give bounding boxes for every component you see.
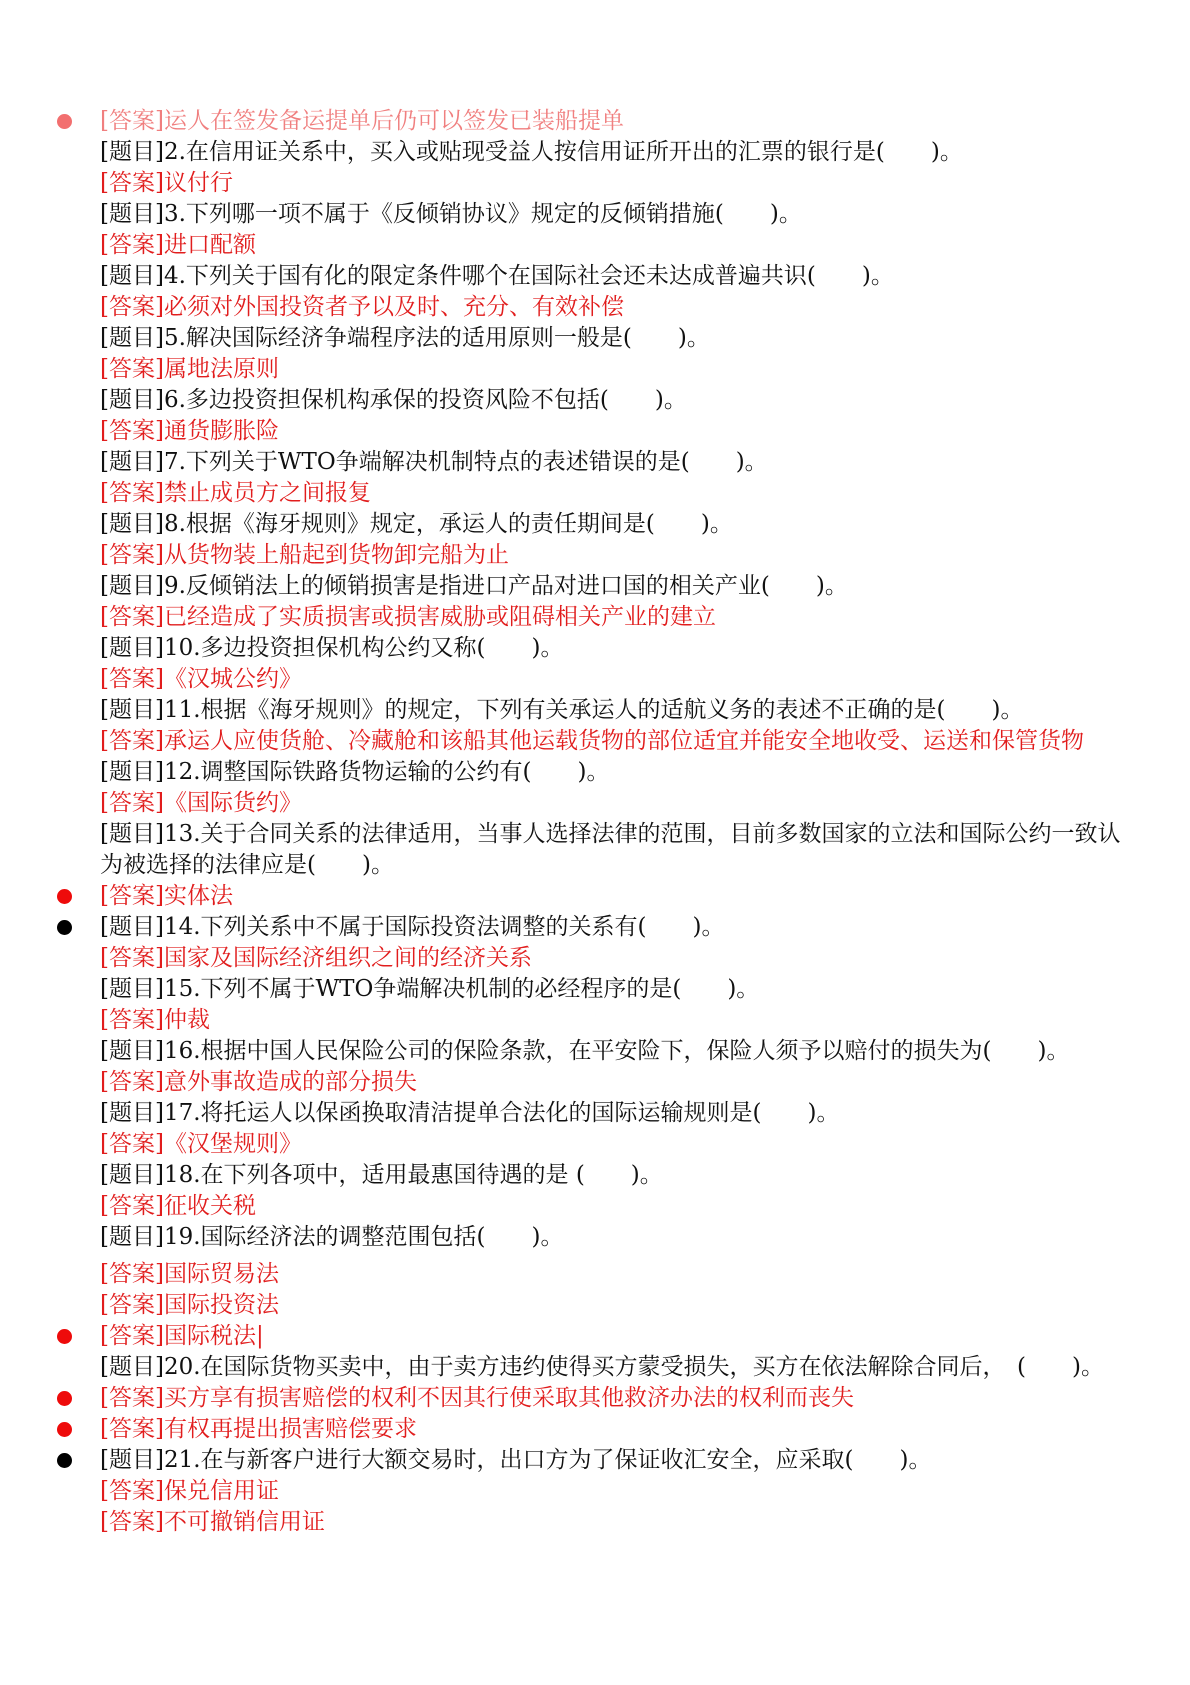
answer-line — [0, 1507, 1190, 1538]
question-line — [0, 137, 1190, 168]
question-text: [题目]8.根据《海牙规则》规定，承运人的责任期间是( )。 — [100, 511, 733, 537]
answer-text: [答案]意外事故造成的部分损失 — [100, 1069, 417, 1095]
question-text: [题目]4.下列关于国有化的限定条件哪个在国际社会还未达成普遍共识( )。 — [100, 263, 894, 289]
question-text: [题目]11.根据《海牙规则》的规定，下列有关承运人的适航义务的表述不正确的是( )。 — [100, 697, 1024, 723]
question-line — [0, 1160, 1190, 1191]
question-line — [0, 695, 1190, 726]
question-line — [0, 385, 1190, 416]
answer-line — [0, 1476, 1190, 1507]
question-text: [题目]19.国际经济法的调整范围包括( )。 — [100, 1224, 564, 1250]
answer-line — [0, 788, 1190, 819]
bullet-icon — [57, 1453, 72, 1468]
answer-text: [答案]国际税法| — [100, 1323, 264, 1349]
answer-text: [答案]不可撤销信用证 — [100, 1509, 325, 1535]
bullet-icon — [57, 114, 72, 129]
question-text: [题目]13.关于合同关系的法律适用，当事人选择法律的范围，目前多数国家的立法和国际公约一致认为被选择的法律应是( )。 — [100, 821, 1121, 878]
answer-line — [0, 1383, 1190, 1414]
bullet-icon — [57, 889, 72, 904]
question-text: [题目]2.在信用证关系中，买入或贴现受益人按信用证所开出的汇票的银行是( )。 — [100, 139, 963, 165]
answer-line — [0, 540, 1190, 571]
question-text: [题目]15.下列不属于WTO争端解决机制的必经程序的是( )。 — [100, 976, 760, 1002]
answer-line — [0, 1321, 1190, 1352]
answer-text: [答案]《汉城公约》 — [100, 666, 302, 692]
answer-line — [0, 292, 1190, 323]
question-line — [0, 912, 1190, 943]
question-text: [题目]17.将托运人以保函换取清洁提单合法化的国际运输规则是( )。 — [100, 1100, 840, 1126]
question-text: [题目]3.下列哪一项不属于《反倾销协议》规定的反倾销措施( )。 — [100, 201, 802, 227]
answer-text: [答案]禁止成员方之间报复 — [100, 480, 371, 506]
answer-line — [0, 1129, 1190, 1160]
answer-line — [0, 478, 1190, 509]
answer-line — [0, 230, 1190, 261]
answer-line — [0, 1290, 1190, 1321]
question-line — [0, 509, 1190, 540]
answer-line — [0, 1259, 1190, 1290]
question-line — [0, 819, 1190, 881]
answer-line — [0, 664, 1190, 695]
question-line — [0, 261, 1190, 292]
question-line — [0, 1445, 1190, 1476]
question-text: [题目]14.下列关系中不属于国际投资法调整的关系有( )。 — [100, 914, 725, 940]
answer-text: [答案]已经造成了实质损害或损害威胁或阻碍相关产业的建立 — [100, 604, 716, 630]
answer-text: [答案]属地法原则 — [100, 356, 279, 382]
answer-line — [0, 354, 1190, 385]
answer-text: [答案]从货物装上船起到货物卸完船为止 — [100, 542, 509, 568]
answer-text: [答案]《汉堡规则》 — [100, 1131, 302, 1157]
question-text: [题目]5.解决国际经济争端程序法的适用原则一般是( )。 — [100, 325, 710, 351]
answer-text: [答案]国家及国际经济组织之间的经济关系 — [100, 945, 532, 971]
question-line — [0, 974, 1190, 1005]
answer-line — [0, 943, 1190, 974]
question-text: [题目]9.反倾销法上的倾销损害是指进口产品对进口国的相关产业( )。 — [100, 573, 848, 599]
question-line — [0, 1098, 1190, 1129]
question-text: [题目]16.根据中国人民保险公司的保险条款，在平安险下，保险人须予以赔付的损失为( )。 — [100, 1038, 1070, 1064]
answer-line — [0, 416, 1190, 447]
answer-line — [0, 881, 1190, 912]
answer-line — [0, 168, 1190, 199]
question-line — [0, 633, 1190, 664]
bullet-icon — [57, 1391, 72, 1406]
answer-text: [答案]仲裁 — [100, 1007, 210, 1033]
question-text: [题目]12.调整国际铁路货物运输的公约有( )。 — [100, 759, 610, 785]
answer-line — [0, 1067, 1190, 1098]
answer-text: [答案]议付行 — [100, 170, 233, 196]
answer-text: [答案]保兑信用证 — [100, 1478, 279, 1504]
answer-text: [答案]运人在签发备运提单后仍可以签发已装船提单 — [100, 108, 624, 134]
bullet-icon — [57, 1422, 72, 1437]
qa-list — [0, 106, 1190, 1538]
answer-text: [答案]征收关税 — [100, 1193, 256, 1219]
answer-text: [答案]实体法 — [100, 883, 233, 909]
answer-text: [答案]有权再提出损害赔偿要求 — [100, 1416, 417, 1442]
question-text: [题目]10.多边投资担保机构公约又称( )。 — [100, 635, 564, 661]
question-line — [0, 323, 1190, 354]
answer-text: [答案]进口配额 — [100, 232, 256, 258]
answer-line — [0, 106, 1190, 137]
answer-text: [答案]承运人应使货舱、冷藏舱和该船其他运载货物的部位适宜并能安全地收受、运送和保管货物 — [100, 728, 1084, 754]
question-line — [0, 757, 1190, 788]
answer-line — [0, 602, 1190, 633]
question-text: [题目]21.在与新客户进行大额交易时，出口方为了保证收汇安全，应采取( )。 — [100, 1447, 932, 1473]
answer-line — [0, 1414, 1190, 1445]
answer-text: [答案]买方享有损害赔偿的权利不因其行使采取其他救济办法的权利而丧失 — [100, 1385, 854, 1411]
question-line — [0, 1036, 1190, 1067]
bullet-icon — [57, 920, 72, 935]
question-line — [0, 571, 1190, 602]
question-text: [题目]18.在下列各项中，适用最惠国待遇的是 ( )。 — [100, 1162, 663, 1188]
answer-text: [答案]《国际货约》 — [100, 790, 302, 816]
question-text: [题目]6.多边投资担保机构承保的投资风险不包括( )。 — [100, 387, 687, 413]
question-text: [题目]7.下列关于WTO争端解决机制特点的表述错误的是( )。 — [100, 449, 768, 475]
answer-line — [0, 1191, 1190, 1222]
question-line — [0, 199, 1190, 230]
question-line — [0, 447, 1190, 478]
question-line — [0, 1222, 1190, 1253]
answer-line — [0, 726, 1190, 757]
bullet-icon — [57, 1329, 72, 1344]
answer-text: [答案]国际贸易法 — [100, 1261, 279, 1287]
answer-text: [答案]通货膨胀险 — [100, 418, 279, 444]
question-line — [0, 1352, 1190, 1383]
question-text: [题目]20.在国际货物买卖中，由于卖方违约使得买方蒙受损失，买方在依法解除合同后， ( )。 — [100, 1354, 1104, 1380]
answer-text: [答案]国际投资法 — [100, 1292, 279, 1318]
answer-text: [答案]必须对外国投资者予以及时、充分、有效补偿 — [100, 294, 624, 320]
answer-line — [0, 1005, 1190, 1036]
